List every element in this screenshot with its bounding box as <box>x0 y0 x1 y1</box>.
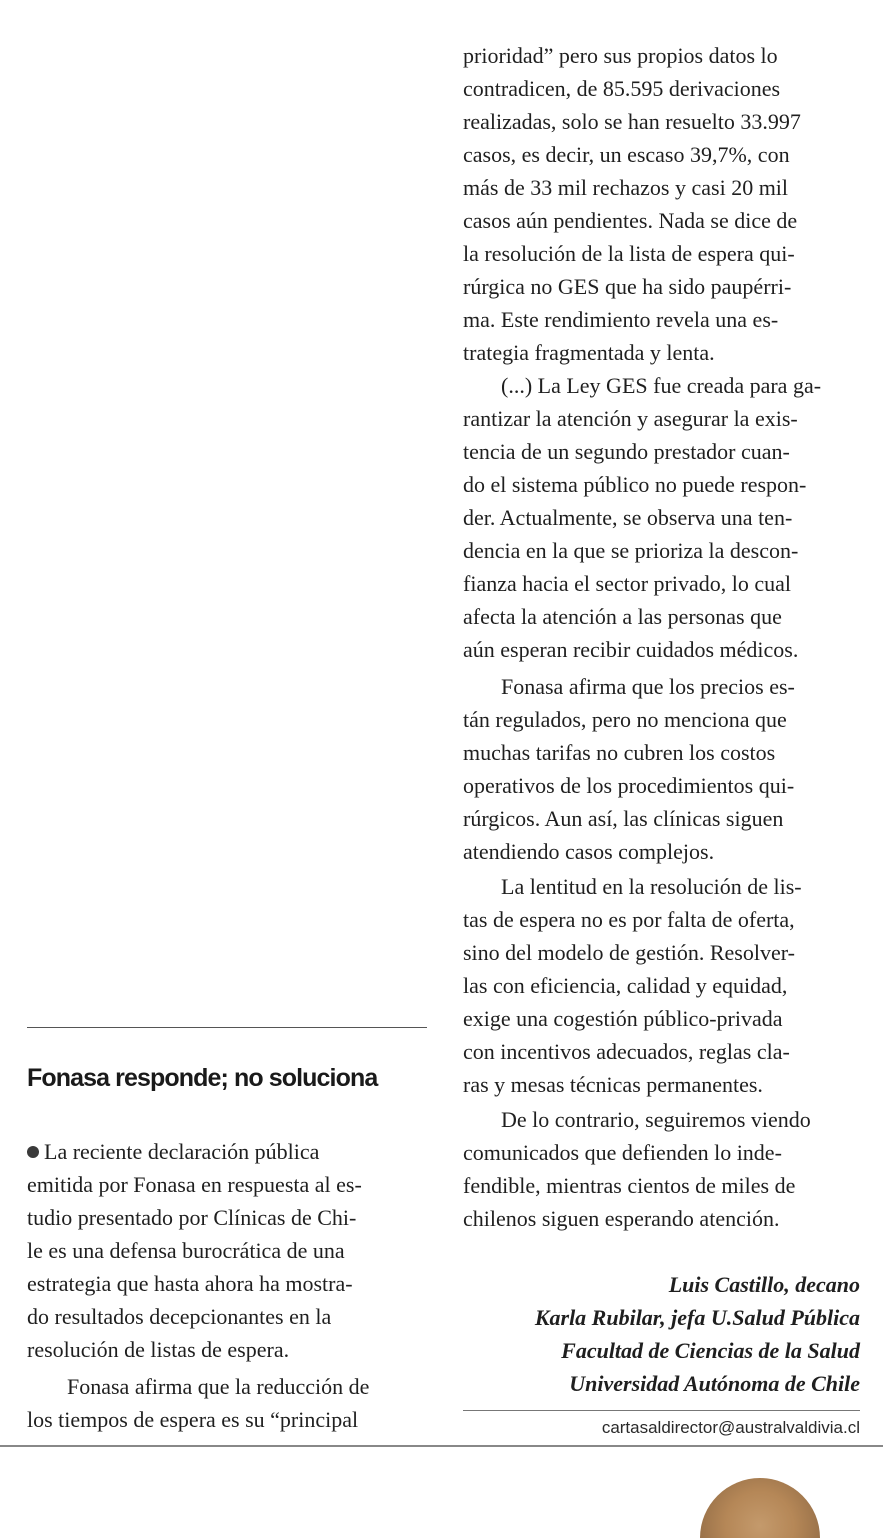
signature-line: Facultad de Ciencias de la Salud <box>561 1338 860 1363</box>
body-line: los tiempos de espera es su “principal <box>27 1407 359 1432</box>
body-line: sino del modelo de gestión. Resolver- <box>463 940 795 965</box>
body-line: fianza hacia el sector privado, lo cual <box>463 571 792 596</box>
body-line: De lo contrario, seguiremos viendo <box>501 1107 811 1132</box>
body-line: tudio presentado por Clínicas de Chi- <box>27 1205 357 1230</box>
body-line: resolución de listas de espera. <box>27 1337 290 1362</box>
body-line: atendiendo casos complejos. <box>463 839 715 864</box>
body-line: más de 33 mil rechazos y casi 20 mil <box>463 175 789 200</box>
body-line: La lentitud en la resolución de lis- <box>501 874 802 899</box>
body-line: der. Actualmente, se observa una ten- <box>463 505 793 530</box>
body-line: afecta la atención a las personas que <box>463 604 782 629</box>
body-line: Fonasa afirma que la reducción de <box>67 1374 370 1399</box>
body-line: las con eficiencia, calidad y equidad, <box>463 973 788 998</box>
body-line: tán regulados, pero no menciona que <box>463 707 787 732</box>
body-line: La reciente declaración pública <box>27 1135 319 1168</box>
body-line: emitida por Fonasa en respuesta al es- <box>27 1172 362 1197</box>
body-line: ras y mesas técnicas permanentes. <box>463 1072 763 1097</box>
body-line: trategia fragmentada y lenta. <box>463 340 715 365</box>
body-line: exige una cogestión público-privada <box>463 1006 783 1031</box>
body-line: realizadas, solo se han resuelto 33.997 <box>463 109 801 134</box>
body-line: casos aún pendientes. Nada se dice de <box>463 208 798 233</box>
body-line: rúrgica no GES que ha sido paupérri- <box>463 274 792 299</box>
portrait-photo <box>700 1478 820 1538</box>
bottom-divider <box>0 1445 883 1447</box>
body-line: casos, es decir, un escaso 39,7%, con <box>463 142 790 167</box>
body-line: estrategia que hasta ahora ha mostra- <box>27 1271 353 1296</box>
body-line: chilenos siguen esperando atención. <box>463 1206 780 1231</box>
body-line: muchas tarifas no cubren los costos <box>463 740 776 765</box>
body-line: aún esperan recibir cuidados médicos. <box>463 637 799 662</box>
signature-line: Universidad Autónoma de Chile <box>569 1371 860 1396</box>
body-line: (...) La Ley GES fue creada para ga- <box>501 373 822 398</box>
body-line: tas de espera no es por falta de oferta, <box>463 907 795 932</box>
body-line: rúrgicos. Aun así, las clínicas siguen <box>463 806 784 831</box>
body-line: la resolución de la lista de espera qui- <box>463 241 795 266</box>
signature-line: Karla Rubilar, jefa U.Salud Pública <box>534 1305 860 1330</box>
section-divider <box>27 1027 427 1028</box>
body-line: rantizar la atención y asegurar la exis- <box>463 406 798 431</box>
body-line: operativos de los procedimientos qui- <box>463 773 795 798</box>
body-line: prioridad” pero sus propios datos lo <box>463 43 778 68</box>
body-line: le es una defensa burocrática de una <box>27 1238 345 1263</box>
body-line: ma. Este rendimiento revela una es- <box>463 307 779 332</box>
body-line: fendible, mientras cientos de miles de <box>463 1173 796 1198</box>
body-line: dencia en la que se prioriza la descon- <box>463 538 799 563</box>
contact-email: cartasaldirector@australvaldivia.cl <box>601 1418 860 1437</box>
body-line: comunicados que defienden lo inde- <box>463 1140 782 1165</box>
letter-heading: Fonasa responde; no soluciona <box>27 1064 378 1092</box>
bullet-icon <box>27 1146 39 1158</box>
signature-line: Luis Castillo, decano <box>668 1272 860 1297</box>
body-line: con incentivos adecuados, reglas cla- <box>463 1039 790 1064</box>
body-line: contradicen, de 85.595 derivaciones <box>463 76 781 101</box>
body-line: tencia de un segundo prestador cuan- <box>463 439 790 464</box>
body-line: do resultados decepcionantes en la <box>27 1304 332 1329</box>
signature-divider <box>463 1410 860 1411</box>
body-line: Fonasa afirma que los precios es- <box>501 674 795 699</box>
body-line: do el sistema público no puede respon- <box>463 472 807 497</box>
